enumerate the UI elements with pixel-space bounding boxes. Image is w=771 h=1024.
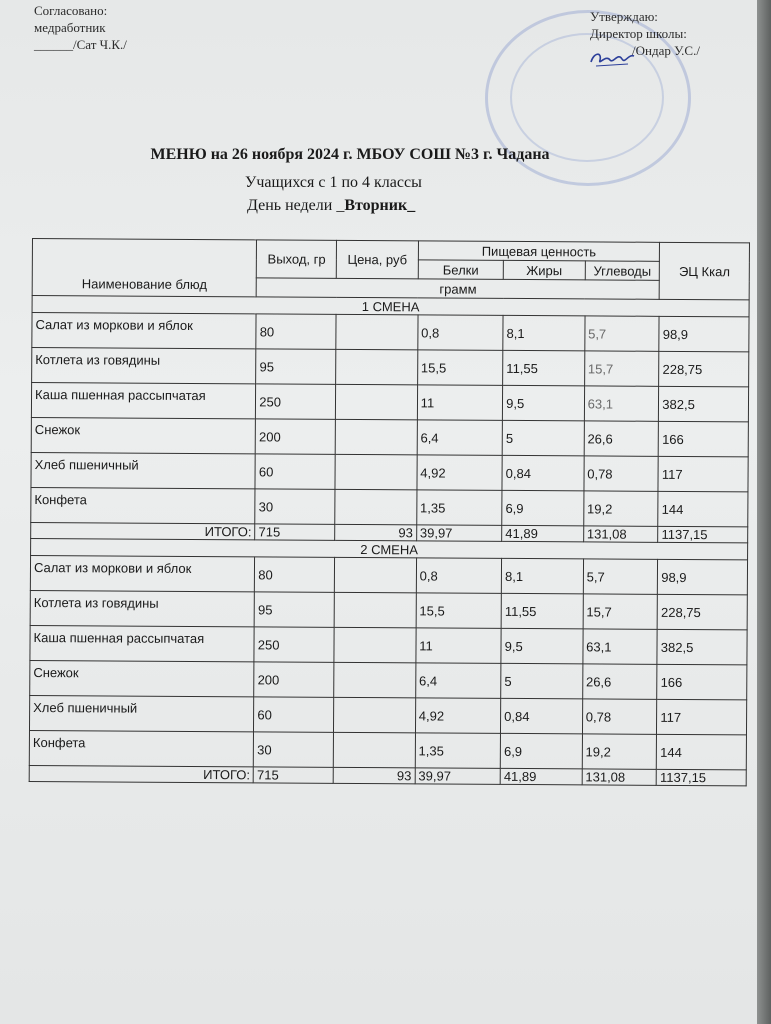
- dish-kcal: 166: [658, 421, 748, 457]
- table-row: [32, 313, 749, 352]
- dish-carbs: 19,2: [582, 734, 657, 769]
- dish-carbs: 63,1: [584, 386, 659, 421]
- dish-kcal: 382,5: [657, 629, 747, 665]
- dish-proteins: 6,4: [415, 663, 501, 699]
- dish-proteins: 0,8: [418, 315, 504, 351]
- total-price: 93: [333, 767, 415, 783]
- dish-price: [335, 454, 417, 489]
- total-label: ИТОГО:: [29, 765, 253, 782]
- dish-name: Каша пшенная рассыпчатая: [30, 625, 255, 661]
- dish-kcal: 382,5: [659, 386, 749, 422]
- nurse-label: медработник: [34, 20, 106, 35]
- dish-name: Салат из моркови и яблок: [30, 555, 255, 591]
- director-label: Директор школы:: [590, 26, 687, 41]
- agreed-label: Согласовано:: [34, 3, 108, 18]
- shift-header: 1 СМЕНА: [32, 296, 749, 317]
- table-row: [30, 625, 747, 664]
- dish-fats: 6,9: [502, 490, 584, 525]
- weekday-value: Вторник_: [344, 197, 416, 214]
- dish-price: [335, 419, 417, 454]
- dish-fats: 11,55: [501, 593, 583, 628]
- dish-kcal: 117: [658, 456, 748, 492]
- dish-kcal: 228,75: [657, 594, 747, 630]
- dish-price: [334, 697, 416, 732]
- director-signature-icon: [588, 48, 638, 70]
- header-yield: Выход, гр: [257, 240, 337, 278]
- table-row: [29, 695, 746, 734]
- dish-name: Снежок: [31, 417, 256, 453]
- approval-block-left: [34, 2, 127, 53]
- dish-yield: 60: [255, 454, 335, 489]
- dish-price: [336, 314, 418, 349]
- total-kcal: 1137,15: [656, 769, 746, 786]
- dish-yield: 60: [254, 697, 334, 732]
- header-dish-name: Наименование блюд: [32, 239, 257, 297]
- total-carbs: 131,08: [582, 769, 657, 785]
- dish-price: [333, 732, 415, 767]
- table-row: [30, 555, 747, 594]
- total-kcal: 1137,15: [658, 526, 748, 543]
- table-row: [30, 590, 747, 629]
- total-yield: 715: [253, 767, 333, 783]
- dish-fats: 5: [501, 663, 583, 698]
- dish-proteins: 4,92: [417, 455, 503, 491]
- dish-yield: 200: [255, 419, 335, 454]
- dish-yield: 250: [254, 627, 334, 662]
- dish-kcal: 98,9: [659, 316, 749, 352]
- menu-table: [29, 238, 750, 786]
- total-label: ИТОГО:: [31, 522, 255, 539]
- total-carbs: 131,08: [583, 526, 658, 542]
- dish-carbs: 0,78: [584, 456, 659, 491]
- shift-header: 2 СМЕНА: [31, 538, 748, 559]
- dish-yield: 95: [254, 592, 334, 627]
- total-fats: 41,89: [502, 525, 584, 541]
- dish-fats: 9,5: [503, 385, 585, 420]
- header-fats: Жиры: [503, 260, 585, 279]
- dish-yield: 30: [254, 732, 334, 767]
- dish-name: Снежок: [30, 660, 255, 696]
- dish-name: Салат из моркови и яблок: [32, 313, 257, 349]
- dish-yield: 80: [255, 557, 335, 592]
- dish-fats: 9,5: [501, 628, 583, 663]
- total-proteins: 39,97: [415, 768, 501, 785]
- dish-price: [336, 349, 418, 384]
- students-range: Учащихся с 1 по 4 классы: [245, 174, 422, 191]
- dish-carbs: 15,7: [583, 594, 658, 629]
- dish-fats: 8,1: [503, 315, 585, 350]
- dish-carbs: 5,7: [583, 559, 658, 594]
- dish-yield: 250: [256, 384, 336, 419]
- dish-proteins: 15,5: [417, 350, 503, 386]
- total-proteins: 39,97: [416, 525, 502, 542]
- dish-proteins: 1,35: [416, 490, 502, 526]
- weekday-line: День недели _Вторник_: [247, 197, 416, 214]
- dish-name: Хлеб пшеничный: [29, 695, 254, 731]
- dish-yield: 30: [255, 489, 335, 524]
- dish-carbs: 26,6: [582, 664, 657, 699]
- table-row: [31, 487, 748, 526]
- dish-kcal: 98,9: [658, 559, 748, 595]
- header-unit: грамм: [256, 278, 659, 299]
- dish-carbs: 19,2: [583, 491, 658, 526]
- dish-kcal: 144: [658, 491, 748, 527]
- dish-fats: 0,84: [501, 698, 583, 733]
- dish-carbs: 5,7: [585, 316, 660, 351]
- dish-name: Котлета из говядины: [30, 590, 255, 626]
- dish-price: [336, 384, 418, 419]
- menu-title: МЕНЮ на 26 ноября 2024 г. МБОУ СОШ №3 г. Чадана: [150, 146, 550, 163]
- dish-proteins: 4,92: [415, 698, 501, 734]
- dish-proteins: 0,8: [416, 558, 502, 594]
- dish-kcal: 144: [657, 734, 747, 770]
- dish-name: Хлеб пшеничный: [31, 452, 256, 488]
- header-proteins: Белки: [418, 260, 504, 280]
- header-price: Цена, руб: [336, 240, 418, 278]
- dish-price: [335, 489, 417, 524]
- dish-proteins: 1,35: [415, 733, 501, 769]
- table-row: [29, 730, 746, 769]
- dish-carbs: 26,6: [584, 421, 659, 456]
- director-signature-line: /Ондар У.С./: [632, 43, 700, 58]
- header-energy: ЭЦ Ккал: [659, 242, 749, 300]
- dish-kcal: 228,75: [659, 351, 749, 387]
- page-edge-shadow: [757, 0, 771, 1024]
- table-row: [32, 348, 749, 387]
- table-row: [31, 383, 748, 422]
- dish-name: Котлета из говядины: [32, 348, 257, 384]
- dish-proteins: 15,5: [416, 593, 502, 629]
- dish-price: [334, 592, 416, 627]
- dish-price: [335, 557, 417, 592]
- dish-proteins: 11: [417, 385, 503, 421]
- table-row: [31, 417, 748, 456]
- table-row: [30, 660, 747, 699]
- table-header-row: [32, 239, 749, 262]
- dish-carbs: 0,78: [582, 699, 657, 734]
- dish-name: Каша пшенная рассыпчатая: [31, 383, 256, 419]
- dish-kcal: 166: [657, 664, 747, 700]
- dish-fats: 0,84: [502, 455, 584, 490]
- dish-name: Конфета: [29, 730, 254, 766]
- dish-carbs: 63,1: [583, 629, 658, 664]
- dish-kcal: 117: [657, 699, 747, 735]
- dish-proteins: 11: [416, 628, 502, 664]
- total-yield: 715: [255, 524, 335, 540]
- nurse-signature-line: ______/Сат Ч.К./: [34, 37, 127, 52]
- table-row: [31, 452, 748, 491]
- total-fats: 41,89: [500, 768, 582, 784]
- approve-label: Утверждаю:: [590, 9, 658, 24]
- dish-carbs: 15,7: [584, 351, 659, 386]
- header-carbs: Углеводы: [585, 261, 660, 280]
- dish-price: [334, 662, 416, 697]
- dish-price: [334, 627, 416, 662]
- total-price: 93: [335, 524, 417, 540]
- header-nutrition: Пищевая ценность: [418, 241, 660, 261]
- dish-yield: 200: [254, 662, 334, 697]
- dish-yield: 80: [256, 314, 336, 349]
- dish-fats: 6,9: [500, 733, 582, 768]
- dish-fats: 11,55: [503, 350, 585, 385]
- dish-proteins: 6,4: [417, 420, 503, 456]
- dish-name: Конфета: [31, 487, 256, 523]
- dish-fats: 5: [502, 420, 584, 455]
- dish-yield: 95: [256, 349, 336, 384]
- dish-fats: 8,1: [501, 558, 583, 593]
